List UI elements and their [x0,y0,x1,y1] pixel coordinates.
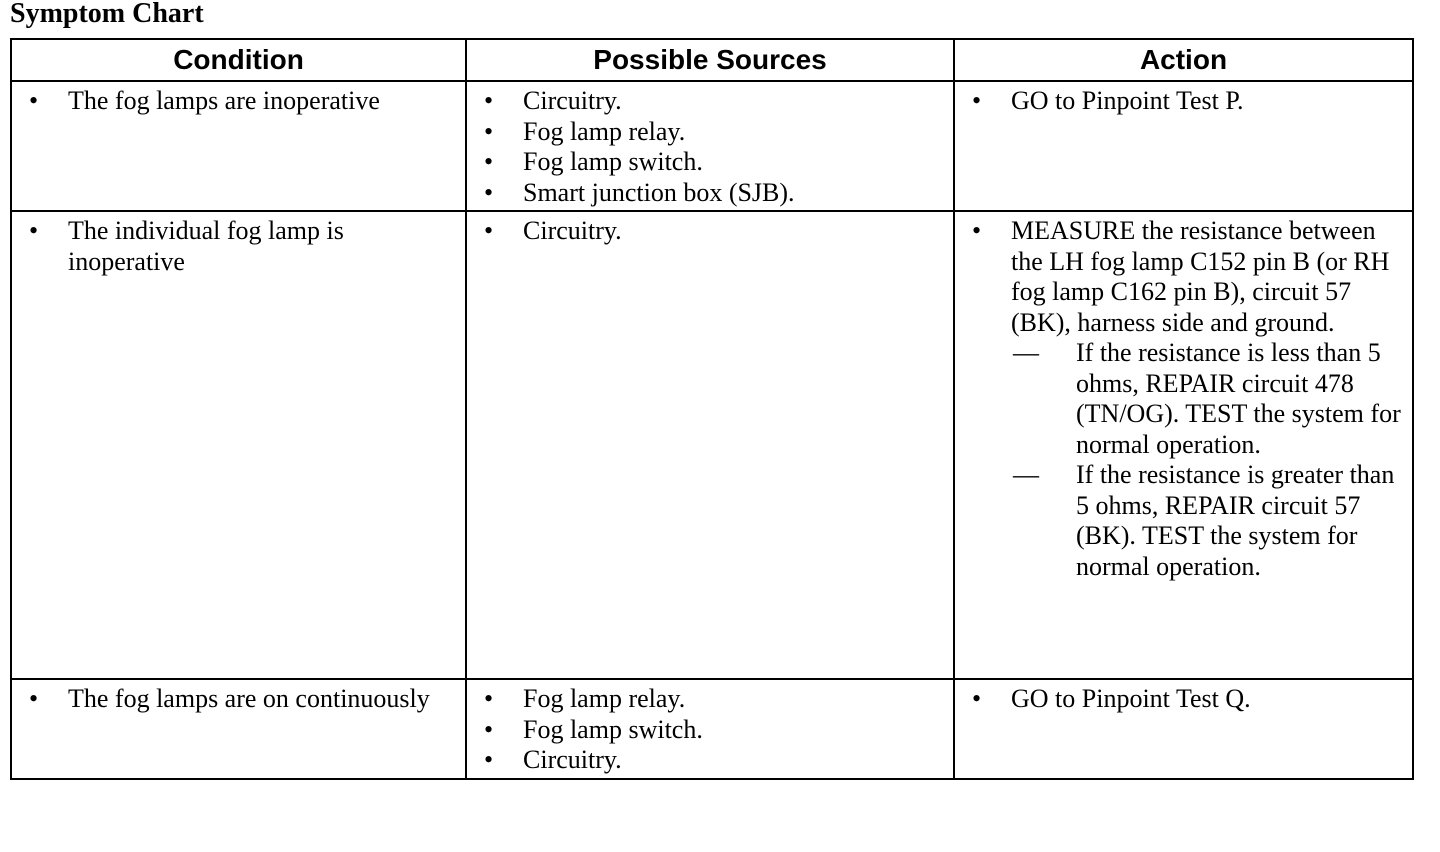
action-text: MEASURE the resistance between the LH fog lamp C152 pin B (or RH fog lamp C162 pin B), circuit 57 (BK), harness side and ground. [1011,216,1390,337]
condition-cell [11,679,466,779]
action-item: • GO to Pinpoint Test P. [955,86,1402,117]
action-cell [954,679,1413,779]
sources-cell [466,81,954,211]
sources-cell [466,679,954,779]
condition-item: • The individual fog lamp is inoperative [12,216,455,277]
source-item: • Fog lamp switch. [467,147,943,178]
column-header-action: Action [954,39,1413,81]
table-row [11,211,1413,679]
symptom-table [10,38,1414,780]
condition-cell [11,211,466,679]
source-item: • Circuitry. [467,86,943,117]
table-row [11,81,1413,211]
action-subitems [1011,338,1402,582]
condition-item: • The fog lamps are inoperative [12,86,455,117]
action-cell [954,211,1413,679]
source-item: • Circuitry. [467,216,943,247]
table-row [11,679,1413,779]
source-item: • Smart junction box (SJB). [467,178,943,209]
action-item [955,216,1402,582]
condition-cell [11,81,466,211]
condition-item: • The fog lamps are on continuously [12,684,455,715]
action-cell [954,81,1413,211]
action-item: • GO to Pinpoint Test Q. [955,684,1402,715]
action-subitem: — If the resistance is less than 5 ohms, REPAIR circuit 478 (TN/OG). TEST the system for normal operation. [1011,338,1402,460]
page-title: Symptom Chart [10,0,204,29]
source-item: • Circuitry. [467,745,943,776]
table-header-row [11,39,1413,81]
column-header-possible-sources: Possible Sources [466,39,954,81]
sources-cell [466,211,954,679]
source-item: • Fog lamp relay. [467,117,943,148]
action-subitem: — If the resistance is greater than 5 ohms, REPAIR circuit 57 (BK). TEST the system for normal operation. [1011,460,1402,582]
source-item: • Fog lamp switch. [467,715,943,746]
column-header-condition: Condition [11,39,466,81]
source-item: • Fog lamp relay. [467,684,943,715]
